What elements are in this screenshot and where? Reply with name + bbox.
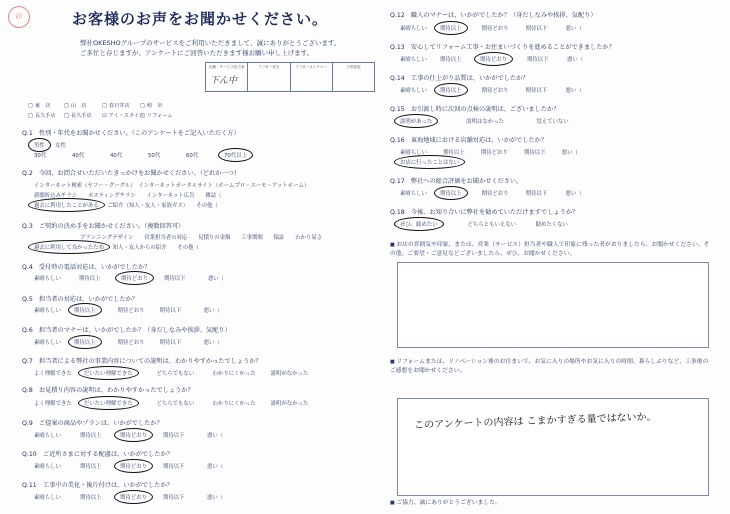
- branch-3[interactable]: □ 春日井店: [102, 102, 138, 109]
- q3-options-row2: [34, 243, 199, 251]
- branch-6[interactable]: □ 長久手店: [64, 112, 100, 119]
- q8-opt-3[interactable]: どちらでもない: [156, 401, 195, 407]
- branch-2[interactable]: □ 山 店: [64, 102, 100, 109]
- q14-opt-4[interactable]: 期待以下: [525, 88, 548, 94]
- q13-opt-5[interactable]: 悪い（: [566, 57, 584, 63]
- q7-opt-3[interactable]: どちらでもない: [156, 371, 195, 377]
- q17-opt-5[interactable]: 悪い（: [565, 191, 582, 197]
- q11-options: [34, 493, 223, 501]
- dept-header-3: アフターネイチャー: [295, 65, 327, 69]
- q2-label: Q.2 今回、お問合せいただいたきっかけをお聞かせください。（どれか一つ）: [22, 170, 241, 177]
- q12-opt-3[interactable]: 期待どおり: [481, 26, 509, 32]
- q6-opt-3[interactable]: 期待どおり: [117, 340, 145, 346]
- q6-opt-1[interactable]: 素晴らしい: [34, 340, 61, 346]
- q2-options-row1: インターネット検索（ヤフー・グーグル） インターネットポータルサイト（ホームプロ・スーモ・アットホーム）: [34, 183, 310, 189]
- branch-checklist: [28, 102, 184, 119]
- q8-label: Q.8 お見積り内容の説明は、わかりやすかったでしょうか？: [22, 387, 194, 394]
- q3-option-past[interactable]: 過去に利用して良かったため: [28, 240, 110, 254]
- q8-opt-4[interactable]: わかりにくかった: [212, 401, 256, 407]
- q11-label: Q.11 工事中の美化・後片付けは、いかがでしたか？: [22, 482, 173, 489]
- q17-opt-1[interactable]: 素晴らしい: [400, 191, 427, 197]
- q5-opt-2[interactable]: 期待以上: [68, 303, 102, 317]
- q5-options: [34, 306, 220, 314]
- q15-options: [400, 117, 569, 125]
- q9-label: Q.9 ご提案の商品やプランは、いかがでしたか？: [22, 420, 163, 427]
- q6-opt-5[interactable]: 悪い（: [203, 340, 220, 346]
- dept-cell-4: [333, 63, 374, 91]
- q1-age-40[interactable]: 40代: [72, 153, 85, 159]
- q1-option-female[interactable]: 女性: [55, 143, 66, 149]
- q5-opt-3[interactable]: 期待どおり: [117, 308, 145, 314]
- comment-box-1[interactable]: [397, 262, 709, 348]
- q7-options: [34, 369, 308, 377]
- q18-options: [400, 220, 568, 228]
- q18-opt-1[interactable]: ぜひ、勧めたい: [394, 217, 444, 231]
- q14-opt-1[interactable]: 素晴らしい: [400, 88, 427, 94]
- q11-opt-5[interactable]: 悪い（: [206, 495, 224, 501]
- q17-opt-3[interactable]: 期待どおり: [481, 191, 509, 197]
- branch-1[interactable]: □ 東 店: [28, 102, 62, 109]
- q11-opt-2[interactable]: 期待以上: [80, 495, 102, 501]
- department-check-table: [205, 62, 375, 92]
- q14-opt-2[interactable]: 期待以上: [434, 83, 468, 97]
- q17-label: Q.17 弊社への総合評価をお聞かせください。: [390, 178, 523, 185]
- q4-label: Q.4 受付時の電話対応は、いかがでしたか？: [22, 264, 151, 271]
- q9-options: [34, 431, 223, 439]
- dept-header-2: アフター担当: [258, 65, 280, 69]
- q15-opt-3[interactable]: 覚えていない: [536, 119, 569, 125]
- q5-opt-1[interactable]: 素晴らしい: [34, 308, 61, 314]
- dept-header-4: 子供部屋: [346, 65, 361, 69]
- q8-opt-5[interactable]: 説明がなかった: [270, 401, 309, 407]
- q18-opt-2[interactable]: どちらともいえない: [467, 222, 517, 228]
- q12-opt-4[interactable]: 期待以下: [525, 26, 548, 32]
- q1-options: [34, 141, 66, 149]
- intro-text: [80, 39, 400, 58]
- q16-opt-visited[interactable]: お店に行ったことはない: [394, 155, 465, 169]
- branch-8[interactable]: □ リフォーム: [140, 112, 184, 119]
- dept-cell-2: [248, 63, 290, 91]
- q3-option-rest[interactable]: 知人・友人からの紹介 その他（: [112, 245, 199, 251]
- branch-5[interactable]: □ 長久手店: [28, 112, 62, 119]
- q17-options: [400, 189, 582, 197]
- q1-age-50[interactable]: 40代: [110, 153, 123, 159]
- q14-opt-5[interactable]: 悪い（: [565, 88, 582, 94]
- q2-option-flyer[interactable]: 過去に利用したことがある: [28, 198, 105, 212]
- q12-opt-5[interactable]: 悪い（: [565, 26, 582, 32]
- q1-age-30[interactable]: 30代: [34, 153, 47, 159]
- q5-opt-4[interactable]: 期待以下: [159, 308, 182, 314]
- q12-opt-2[interactable]: 期待以上: [434, 21, 468, 35]
- q4-options: [34, 274, 224, 282]
- q11-opt-1[interactable]: 素晴らしい: [34, 495, 61, 501]
- q4-opt-4[interactable]: 期待以下: [163, 276, 186, 282]
- q18-opt-3[interactable]: 勧めたくない: [535, 222, 568, 228]
- q10-opt-2[interactable]: 期待以上: [80, 464, 102, 470]
- q15-opt-1[interactable]: 説明があった: [394, 114, 438, 128]
- q6-opt-4[interactable]: 期待以下: [159, 340, 182, 346]
- comment-prompt-2: ■ リフォームまたは、リノベーション後のお住まいで、お気に入りの場所やお気に入りの時間、暮らしぶりなど、工事後のご感想をお聞かせください。: [390, 358, 710, 375]
- q16-options-row2: [400, 158, 459, 166]
- dept-cell-1: [206, 63, 248, 91]
- q14-opt-3[interactable]: 期待どおり: [481, 88, 509, 94]
- q1-age-options: [34, 151, 247, 159]
- q7-label: Q.7 担当者による弊社の事業内容についての説明は、わかりやすかったでしょうか？: [22, 358, 262, 365]
- dept-header-1: 店舗・サービス担当者: [208, 65, 245, 69]
- q15-label: Q.15 お引渡し時に次回の点検の説明は、ございましたか？: [390, 106, 560, 113]
- q10-options: [34, 462, 223, 470]
- q6-opt-2[interactable]: 期待以上: [68, 335, 102, 349]
- q3-label: Q.3 ご契約の決め手をお聞かせください。（複数回答可）: [22, 223, 185, 230]
- comment-prompt-1: ■ お店の雰囲気や印象、または、営業（サービス）担当者や職人で印象に残った者がおりましたら、お聞かせください。その他、ご要望・ご意見などございましたら、ぜひ、お聞かせください。: [390, 241, 710, 258]
- intro-line-1: 弊社OKESHOグループのサービスをご利用いただきまして、誠にありがとうございます。: [80, 39, 341, 47]
- q9-opt-3[interactable]: 期待どおり: [114, 428, 153, 442]
- q9-opt-2[interactable]: 期待以上: [80, 433, 102, 439]
- q11-opt-3[interactable]: 期待どおり: [114, 490, 153, 504]
- q13-opt-3[interactable]: 期待どおり: [474, 52, 513, 66]
- q1-label: Q.1 性別・年代をお聞かせください。（このアンケートをご記入いただく方）: [22, 130, 240, 137]
- q12-options: [400, 24, 582, 32]
- q10-opt-1[interactable]: 素晴らしい: [34, 464, 61, 470]
- q4-opt-3[interactable]: 期待どおり: [115, 271, 154, 285]
- q10-opt-4[interactable]: 期待以下: [162, 464, 185, 470]
- q9-opt-1[interactable]: 素晴らしい: [34, 433, 61, 439]
- thanks-note: ■ ご協力、誠にありがとうございました。: [390, 499, 501, 508]
- intro-line-2: ご多忙と存じますが、アンケートにご回答いただきます様お願い申し上げます。: [80, 48, 314, 57]
- q15-opt-2[interactable]: 説明はなかった: [466, 119, 505, 125]
- q13-options: [400, 55, 583, 63]
- q5-label: Q.5 担当者の対応は、いかがでしたか？: [22, 296, 138, 303]
- q10-label: Q.10 ご近所さまに対する配慮は、いかがでしたか？: [22, 451, 173, 458]
- q10-opt-3[interactable]: 期待どおり: [114, 459, 153, 473]
- q9-opt-4[interactable]: 期待以下: [162, 433, 185, 439]
- q13-opt-4[interactable]: 期待以下: [526, 57, 549, 63]
- q14-options: [400, 86, 582, 94]
- q1-age-60[interactable]: 50代: [148, 153, 161, 159]
- q2-options-row3: [34, 201, 218, 209]
- handwritten-name: 下ん中: [210, 76, 238, 86]
- q6-options: [34, 338, 220, 346]
- q5-opt-5[interactable]: 悪い（: [203, 308, 220, 314]
- q8-opt-1[interactable]: よく理解できた: [34, 401, 72, 407]
- q6-label: Q.6 担当者のマナーは、いかがでしたか？（身だしなみや挨拶、気配り）: [22, 327, 231, 334]
- q8-options: [34, 399, 308, 407]
- q2-options-row2: 新聞折込みチラシ ポスティングチラシ インターネット広告 雑誌（: [34, 193, 222, 199]
- q9-opt-5[interactable]: 悪い（: [206, 433, 224, 439]
- q7-opt-1[interactable]: よく理解できた: [34, 371, 72, 377]
- q1-age-70[interactable]: 60代: [186, 153, 199, 159]
- q13-label: Q.13 安心してリフォーム工事・お住まいづくりを進めることができましたか？: [390, 44, 615, 51]
- q12-opt-1[interactable]: 素晴らしい: [400, 26, 427, 32]
- q13-opt-2[interactable]: 期待以上: [440, 57, 462, 63]
- branch-4[interactable]: □ 岐 阜: [140, 102, 184, 109]
- q3-options-row1: プランニングデザイン 営業担当者の対応 見積りの金額 工事期間 保証 わかり易さ: [80, 235, 323, 241]
- q7-opt-5[interactable]: 説明がなかった: [270, 371, 309, 377]
- q4-opt-1[interactable]: 素晴らしい: [34, 276, 61, 282]
- handwritten-comment: このアンケートの内容は こまかすぎる量ではないか。: [413, 411, 657, 432]
- q13-opt-1[interactable]: 素晴らしい: [400, 57, 427, 63]
- q16-label: Q.16 東海地域における店舗対応は、いかがでしたか？: [390, 137, 548, 144]
- q17-opt-4[interactable]: 期待以下: [525, 191, 548, 197]
- q10-opt-5[interactable]: 悪い（: [206, 464, 224, 470]
- q1-option-male[interactable]: 男性: [28, 138, 51, 152]
- q4-opt-2[interactable]: 期待以上: [79, 276, 101, 282]
- q1-age-80[interactable]: 70代以上: [218, 148, 253, 162]
- dept-cell-3: [291, 63, 333, 91]
- page-title: お客様のお声をお聞かせください。: [72, 10, 329, 28]
- q16-options-row1: 素晴らしい 期待以上 期待どおり 期待以下 悪い（: [400, 150, 578, 156]
- q7-opt-4[interactable]: わかりにくかった: [212, 371, 256, 377]
- q12-label: Q.12 職人のマナーは、いかがでしたか？（身だしなみや挨拶、気配り）: [390, 12, 597, 19]
- q17-opt-2[interactable]: 期待以上: [434, 186, 468, 200]
- branch-7[interactable]: ☑ アイ・スタイル: [102, 112, 138, 119]
- q11-opt-4[interactable]: 期待以下: [162, 495, 185, 501]
- q14-label: Q.14 工事の仕上がり品質は、いかがでしたか？: [390, 75, 529, 82]
- q4-opt-5[interactable]: 悪い（: [207, 276, 225, 282]
- q8-opt-2[interactable]: だいたい理解できた: [78, 396, 139, 410]
- red-seal-stamp: 印: [6, 4, 32, 30]
- q18-label: Q.18 今後、お知り合いに弊社を勧めていただけますでしょうか？: [390, 209, 579, 216]
- q2-option-rest[interactable]: ご紹介（知人・友人・家族ガス） その他（: [107, 203, 218, 209]
- q7-opt-2[interactable]: だいたい理解できた: [78, 366, 139, 380]
